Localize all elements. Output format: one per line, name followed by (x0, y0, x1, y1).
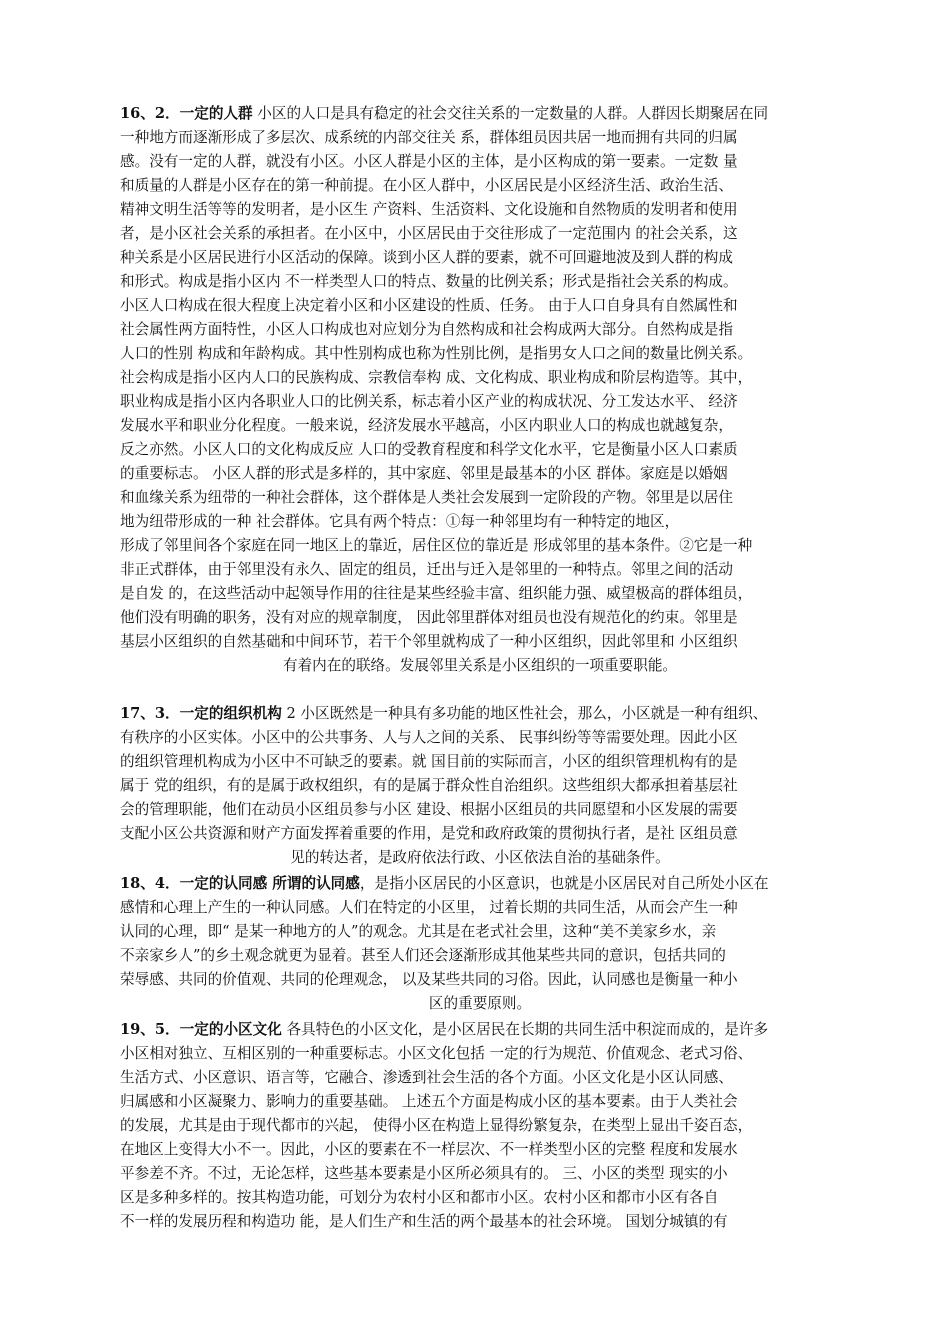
text-line: 感情和心理上产生的一种认同感。人们在特定的小区里， 过着长期的共同生活，从而会产生一种 (120, 899, 738, 916)
item-number: 16、2． (120, 105, 180, 122)
text-line: 他们没有明确的职务，没有对应的规章制度， 因此邻里群体对组员也没有规范化的约束。邻里是 (120, 609, 738, 626)
text-line: 区的重要原则。 (428, 995, 532, 1012)
text-line: 小区相对独立、互相区别的一种重要标志。小区文化包括 一定的行为规范、价值观念、老式习俗、 (120, 1045, 753, 1062)
text-line: 和质量的人群是小区存在的第一种前提。在小区人群中，小区居民是小区经济生活、政治生活、 (120, 177, 733, 194)
item-heading: 一定的人群 (179, 105, 253, 122)
text-line: 归属感和小区凝聚力、影响力的重要基础。 上述五个方面是构成小区的基本要素。由于人类社会 (120, 1093, 738, 1110)
text-line: 者，是小区社会关系的承担者。在小区中，小区居民由于交往形成了一定范围内 的社会关系，这 (120, 225, 738, 242)
text-line: 会的管理职能，他们在动员小区组员参与小区 建设、根据小区组员的共同愿望和小区发展的需要 (120, 801, 738, 818)
text-line: 职业构成是指小区内各职业人口的比例关系，标志着小区产业的构成状况、分工发达水平、 经济 (120, 393, 738, 410)
text-line: 有秩序的小区实体。小区中的公共事务、人与人之间的关系、 民事纠纷等等需要处理。因此小区 (120, 729, 738, 746)
text-line: 的组织管理机构成为小区中不可缺乏的要素。就 国目前的实际而言，小区的组织管理机构有的是 (120, 753, 738, 770)
text-line (120, 703, 840, 725)
text-line: 不亲家乡人”的乡土观念就更为显着。甚至人们还会逐渐形成其他某些共同的意识，包括共同的 (120, 947, 726, 964)
text-line: 认同的心理，即“ 是某一种地方的人”的观念。尤其是在老式社会里，这种“美不美家乡水，亲 (120, 923, 717, 940)
text-line (120, 1019, 840, 1041)
text-line: 有着内在的联络。发展邻里关系是小区组织的一项重要职能。 (282, 657, 678, 674)
line-text: 各具特色的小区文化，是小区居民在长期的共同生活中积淀而成的，是许多 (281, 1021, 769, 1038)
text-line: 反之亦然。小区人口的文化构成反应 人口的受教育程度和科学文化水平，它是衡量小区人口素质 (120, 441, 738, 458)
text-line: 一种地方而逐渐形成了多层次、成系统的内部交往关 系，群体组员因共居一地而拥有共同的归属 (120, 129, 738, 146)
item-number: 17、3． (120, 705, 180, 722)
text-line: 属于 党的组织，有的是属于政权组织，有的是属于群众性自治组织。这些组织大都承担着基层社 (120, 777, 738, 794)
text-line: 支配小区公共资源和财产方面发挥着重要的作用，是党和政府政策的贯彻执行者，是社 区组员意 (120, 825, 738, 842)
text-line: 地为纽带形成的一种 社会群体。它具有两个特点：①每一种邻里均有一种特定的地区， (120, 513, 680, 530)
text-line: 见的转达者，是政府依法行政、小区依法自治的基础条件。 (290, 849, 670, 866)
item-number: 18、4． (120, 875, 180, 892)
text-line: 是自发 的，在这些活动中起领导作用的往往是某些经验丰富、组织能力强、威望极高的群体组员， (120, 585, 753, 602)
text-line: 的重要标志。 小区人群的形式是多样的，其中家庭、邻里是最基本的小区 群体。家庭是以婚姻 (120, 465, 728, 482)
text-line: 荣辱感、共同的价值观、共同的伦理观念， 以及某些共同的习俗。因此，认同感也是衡量一种小 (120, 971, 738, 988)
text-line: 的发展，尤其是由于现代都市的兴起， 使得小区在构造上显得纷繁复杂，在类型上显出千姿百态， (120, 1117, 753, 1134)
item-number: 19、5． (120, 1021, 180, 1038)
text-line: 和形式。构成是指小区内 不一样类型人口的特点、数量的比例关系；形式是指社会关系的构成。 (120, 273, 738, 290)
text-line: 非正式群体，由于邻里没有永久、固定的组员，迁出与迁入是邻里的一种特点。邻里之间的活动 (120, 561, 733, 578)
item-heading: 一定的组织机构 (179, 705, 282, 722)
text-line: 形成了邻里间各个家庭在同一地区上的靠近，居住区位的靠近是 形成邻里的基本条件。②它是一种 (120, 537, 753, 554)
text-line: 小区人口构成在很大程度上决定着小区和小区建设的性质、任务。 由于人口自身具有自然属性和 (120, 297, 738, 314)
item-heading: 一定的小区文化 (179, 1021, 282, 1038)
line-text: 2 小区既然是一种具有多功能的地区性社会，那么，小区就是一种有组织、 (281, 705, 768, 722)
text-line: 和血缘关系为纽带的一种社会群体，这个群体是人类社会发展到一定阶段的产物。邻里是以居住 (120, 489, 733, 506)
text-line: 感。没有一定的人群，就没有小区。小区人群是小区的主体，是小区构成的第一要素。一定数 量 (120, 153, 738, 170)
text-line: 人口的性别 构成和年龄构成。其中性别构成也称为性别比例，是指男女人口之间的数量比例关系。 (120, 345, 753, 362)
line-text: ，是指小区居民的小区意识，也就是小区居民对自己所处小区在 (359, 875, 769, 892)
text-line: 不一样的发展历程和构造功 能，是人们生产和生活的两个最基本的社会环境。 国划分城镇的有 (120, 1213, 728, 1230)
text-line: 平参差不齐。不过，无论怎样，这些基本要素是小区所必须具有的。 三、小区的类型 现实的小 (120, 1165, 728, 1182)
text-line: 基层小区组织的自然基础和中间环节，若干个邻里就构成了一种小区组织，因此邻里和 小区组织 (120, 633, 738, 650)
text-line: 在地区上变得大小不一。因此，小区的要素在不一样层次、不一样类型小区的完整 程度和发展水 (120, 1141, 738, 1158)
line-text: 小区的人口是具有稳定的社会交往关系的一定数量的人群。人群因长期聚居在同 (252, 105, 769, 122)
text-line (120, 103, 840, 125)
text-line: 社会构成是指小区内人口的民族构成、宗教信奉构 成、文化构成、职业构成和阶层构造等。其中， (120, 369, 753, 386)
text-line (120, 873, 840, 895)
item-heading: 一定的认同感 所谓的认同感 (179, 875, 360, 892)
text-line: 生活方式、小区意识、语言等，它融合、渗透到社会生活的各个方面。小区文化是小区认同感、 (120, 1069, 733, 1086)
text-line: 精神文明生活等等的发明者，是小区生 产资料、生活资料、文化设施和自然物质的发明者和使用 (120, 201, 738, 218)
text-line: 区是多种多样的。按其构造功能，可划分为农村小区和都市小区。农村小区和都市小区有各自 (120, 1189, 719, 1206)
text-line: 发展水平和职业分化程度。一般来说，经济发展水平越高，小区内职业人口的构成也就越复杂， (120, 417, 733, 434)
text-line: 社会属性两方面特性，小区人口构成也对应划分为自然构成和社会构成两大部分。自然构成是指 (120, 321, 733, 338)
text-line: 种关系是小区居民进行小区活动的保障。谈到小区人群的要素，就不可回避地波及到人群的构成 (120, 249, 733, 266)
